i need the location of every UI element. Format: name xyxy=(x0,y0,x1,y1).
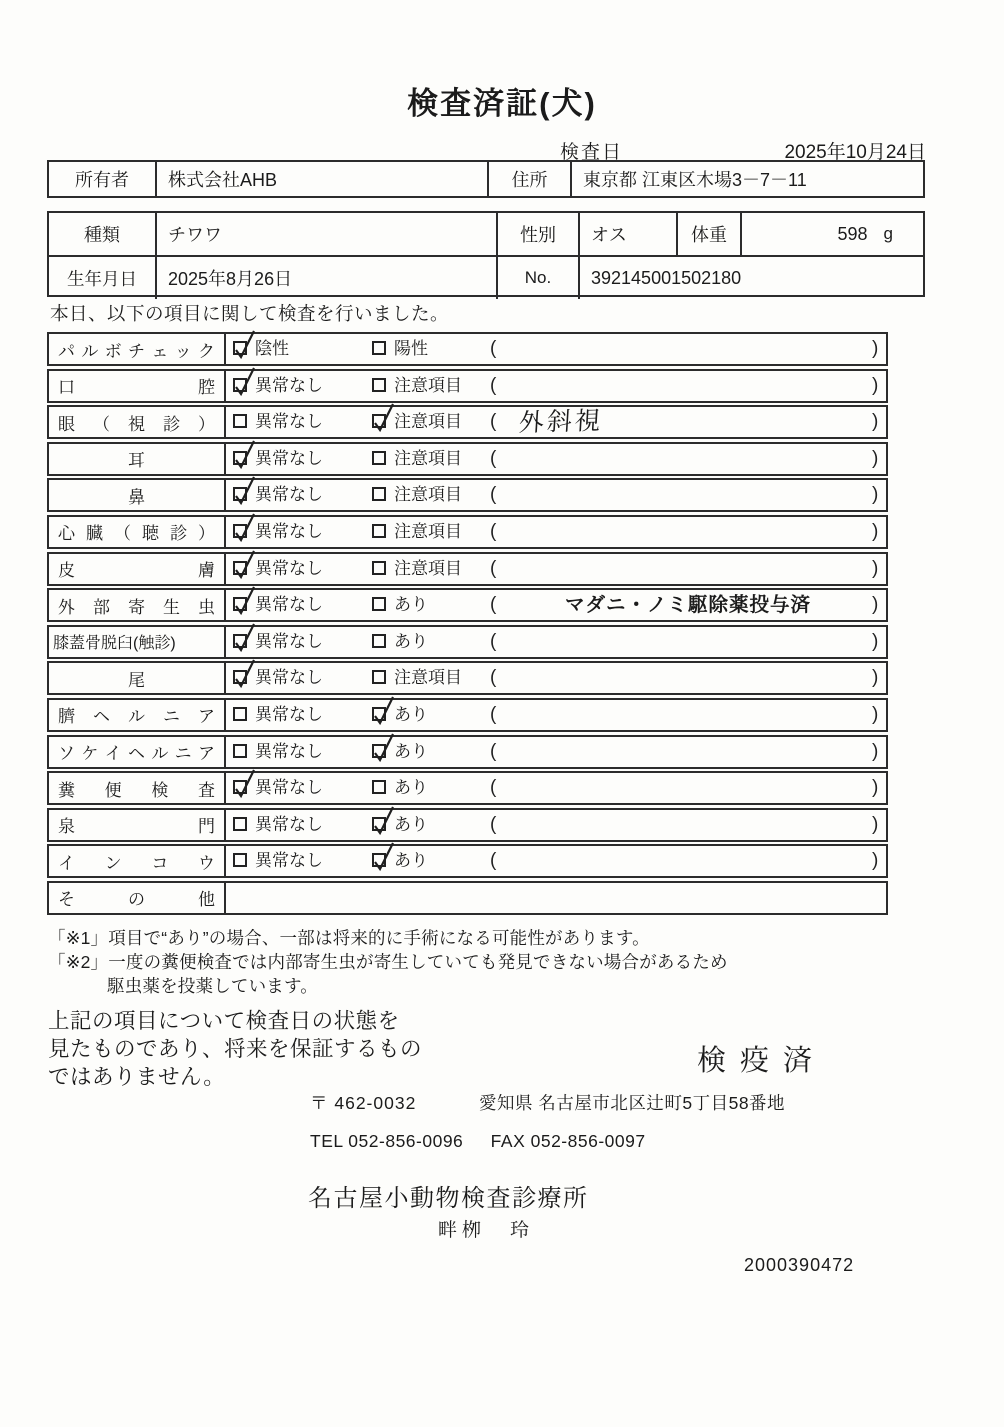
intro-sentence: 本日、以下の項目に関して検査を行いました。 xyxy=(50,303,450,324)
paren-close: ) xyxy=(872,484,879,506)
checkbox-checked-icon xyxy=(233,341,247,355)
checkbox-checked-icon xyxy=(233,670,247,684)
footnote-2: 「※2」一度の糞便検査では内部寄生虫が寄生していても発見できない場合があるため xyxy=(48,952,728,972)
exam-item-label: 鼻 xyxy=(49,480,226,510)
clinic-fax: FAX 052-856-0097 xyxy=(490,1131,646,1151)
checkbox-checked-icon xyxy=(233,780,247,794)
printed-comment: マダニ・ノミ駆除薬投与済 xyxy=(564,594,811,617)
exam-row-content xyxy=(226,810,890,840)
checkbox-empty-icon xyxy=(372,634,386,648)
paren-open: ( xyxy=(490,850,497,872)
exam-row xyxy=(47,625,888,659)
option2-label: 陽性 xyxy=(394,339,428,358)
checkbox-checked-icon xyxy=(372,707,386,721)
paren-close: ) xyxy=(872,594,879,616)
option1-label: 異常なし xyxy=(255,375,323,395)
clinic-address: 愛知県 名古屋市北区辻町5丁目58番地 xyxy=(479,1093,786,1113)
paren-open: ( xyxy=(490,374,497,396)
paren-close: ) xyxy=(872,374,879,396)
quarantine-stamp: 検疫済 xyxy=(697,1045,827,1077)
paren-open: ( xyxy=(490,557,497,579)
breed-label: 種類 xyxy=(49,213,157,255)
exam-item-label: 尾 xyxy=(49,663,226,693)
exam-item-label: 口 腔 xyxy=(49,371,226,401)
checkbox-checked-icon xyxy=(233,524,247,538)
option2-label: あり xyxy=(394,595,428,615)
paren-open: ( xyxy=(490,740,497,762)
exam-row xyxy=(47,369,888,403)
exam-row xyxy=(47,698,888,732)
disclaimer-line-3: ではありません。 xyxy=(48,1065,226,1089)
paren-open: ( xyxy=(490,813,497,835)
no-value: 392145001502180 xyxy=(591,267,742,288)
checkbox-empty-icon xyxy=(372,524,386,538)
paren-close: ) xyxy=(872,557,879,579)
clinic-tel: TEL 052-856-0096 xyxy=(310,1131,464,1151)
option2-label: 注意項目 xyxy=(394,412,462,432)
footnote-2-continued: 駆虫薬を投薬しています。 xyxy=(107,976,318,996)
option2-label: あり xyxy=(394,631,428,651)
paren-close: ) xyxy=(872,630,879,652)
footnote-1: 「※1」項目で“あり”の場合、一部は将来的に手術になる可能性があります。 xyxy=(48,928,650,948)
exam-row xyxy=(47,442,888,476)
option1-label: 異常なし xyxy=(255,631,323,651)
option2-label: あり xyxy=(394,741,428,761)
paren-close: ) xyxy=(872,850,879,872)
checkbox-empty-icon xyxy=(233,817,247,831)
option2-label: 注意項目 xyxy=(394,485,462,505)
paren-close: ) xyxy=(872,411,879,433)
option1-label: 陰性 xyxy=(255,339,289,358)
clinic-tel-fax xyxy=(310,1131,646,1152)
handwritten-comment: 外斜視 xyxy=(518,407,604,438)
checkbox-empty-icon xyxy=(372,597,386,611)
paren-open: ( xyxy=(490,447,497,469)
exam-row-content xyxy=(226,334,890,364)
option1-label: 異常なし xyxy=(255,668,323,688)
option2-label: 注意項目 xyxy=(394,521,462,541)
exam-row xyxy=(47,661,888,695)
clinic-name: 名古屋小動物検査診療所 xyxy=(308,1185,589,1212)
paren-close: ) xyxy=(872,813,879,835)
exam-item-label: ソ ケ イ ヘ ル ニ ア xyxy=(49,737,226,767)
paren-open: ( xyxy=(490,594,497,616)
option2-label: 注意項目 xyxy=(394,448,462,468)
exam-row-content xyxy=(226,407,890,437)
exam-row-content xyxy=(226,883,890,913)
exam-row xyxy=(47,808,888,842)
option1-label: 異常なし xyxy=(255,521,323,541)
exam-row xyxy=(47,552,888,586)
option2-label: あり xyxy=(394,704,428,724)
weight-value-cell xyxy=(742,213,927,255)
paren-open: ( xyxy=(490,338,497,359)
checkbox-empty-icon xyxy=(372,378,386,392)
info-table xyxy=(47,211,925,297)
exam-row-content xyxy=(226,627,890,657)
checkbox-empty-icon xyxy=(372,561,386,575)
option2-label: あり xyxy=(394,778,428,798)
owner-label: 所有者 xyxy=(49,162,157,196)
sex-value: オス xyxy=(580,213,678,255)
checkbox-checked-icon xyxy=(372,414,386,428)
checkbox-empty-icon xyxy=(372,341,386,355)
paren-close: ) xyxy=(872,447,879,469)
weight-label: 体重 xyxy=(678,213,742,255)
veterinarian-name: 畔栁 玲 xyxy=(438,1220,535,1241)
birthdate-label: 生年月日 xyxy=(49,257,157,299)
page-title: 検査済証(犬) xyxy=(407,86,597,121)
exam-item-label: 臍 ヘ ル ニ ア xyxy=(49,700,226,730)
weight-unit: g xyxy=(883,224,893,243)
option1-label: 異常なし xyxy=(255,741,323,761)
exam-item-label: イ ン コ ウ xyxy=(49,846,226,876)
exam-table xyxy=(47,332,888,918)
option1-label: 異常なし xyxy=(255,704,323,724)
exam-row-content xyxy=(226,480,890,510)
sex-label: 性別 xyxy=(496,213,580,255)
paren-close: ) xyxy=(872,667,879,689)
option2-label: 注意項目 xyxy=(394,668,462,688)
paren-open: ( xyxy=(490,411,497,433)
exam-row-content xyxy=(226,737,890,767)
checkbox-empty-icon xyxy=(233,744,247,758)
exam-row xyxy=(47,405,888,439)
info-row-1 xyxy=(49,213,923,255)
info-row-2 xyxy=(49,255,923,299)
exam-row xyxy=(47,515,888,549)
disclaimer-line-1: 上記の項目について検査日の状態を xyxy=(48,1009,400,1033)
paren-close: ) xyxy=(872,703,879,725)
paren-close: ) xyxy=(872,338,879,359)
exam-row-content xyxy=(226,554,890,584)
option1-label: 異常なし xyxy=(255,558,323,578)
exam-row-content xyxy=(226,700,890,730)
checkbox-checked-icon xyxy=(233,634,247,648)
option1-label: 異常なし xyxy=(255,778,323,798)
checkbox-checked-icon xyxy=(372,817,386,831)
exam-item-label: そ の 他 xyxy=(49,883,226,913)
checkbox-checked-icon xyxy=(372,744,386,758)
paren-close: ) xyxy=(872,777,879,799)
owner-row xyxy=(47,160,925,198)
exam-row xyxy=(47,588,888,622)
paren-close: ) xyxy=(872,520,879,542)
option1-label: 異常なし xyxy=(255,485,323,505)
inspection-date-label: 検査日 xyxy=(560,142,624,163)
birthdate-value: 2025年8月26日 xyxy=(168,269,293,289)
option1-label: 異常なし xyxy=(255,412,323,432)
checkbox-checked-icon xyxy=(233,378,247,392)
exam-row-content xyxy=(226,444,890,474)
option1-label: 異常なし xyxy=(255,448,323,468)
checkbox-checked-icon xyxy=(233,451,247,465)
paren-open: ( xyxy=(490,520,497,542)
exam-item-label: 心 臓 （ 聴 診 ） xyxy=(49,517,226,547)
option1-label: 異常なし xyxy=(255,851,323,871)
exam-row-content xyxy=(226,590,890,620)
checkbox-empty-icon xyxy=(372,451,386,465)
inspection-date-value: 2025年10月24日 xyxy=(784,142,926,163)
exam-row-content xyxy=(226,517,890,547)
exam-item-label: 糞 便 検 査 xyxy=(49,773,226,803)
document-serial-number: 2000390472 xyxy=(744,1255,855,1275)
paren-open: ( xyxy=(490,667,497,689)
exam-item-label: 眼 （ 視 診 ） xyxy=(49,407,226,437)
exam-row xyxy=(47,332,888,366)
exam-row-content xyxy=(226,663,890,693)
clinic-postal-code: 〒 462-0032 xyxy=(310,1093,417,1113)
checkbox-checked-icon xyxy=(233,561,247,575)
exam-item-label: 皮 膚 xyxy=(49,554,226,584)
exam-row xyxy=(47,478,888,512)
exam-item-label: パ ル ボ チ ェ ッ ク xyxy=(49,334,226,364)
option2-label: あり xyxy=(394,851,428,871)
paren-open: ( xyxy=(490,484,497,506)
checkbox-empty-icon xyxy=(233,707,247,721)
checkbox-empty-icon xyxy=(372,780,386,794)
address-label: 住所 xyxy=(487,162,572,196)
checkbox-checked-icon xyxy=(233,597,247,611)
paren-close: ) xyxy=(872,740,879,762)
exam-item-label: 耳 xyxy=(49,444,226,474)
exam-item-label: 膝蓋骨脱臼(触診) xyxy=(49,627,226,657)
paren-open: ( xyxy=(490,630,497,652)
option1-label: 異常なし xyxy=(255,595,323,615)
breed-value: チワワ xyxy=(168,225,222,245)
option2-label: あり xyxy=(394,814,428,834)
disclaimer-line-2: 見たものであり、将来を保証するもの xyxy=(48,1037,423,1061)
no-label: No. xyxy=(496,257,580,299)
exam-item-label: 泉 門 xyxy=(49,810,226,840)
exam-row xyxy=(47,735,888,769)
checkbox-empty-icon xyxy=(372,670,386,684)
exam-row-content xyxy=(226,773,890,803)
checkbox-checked-icon xyxy=(372,853,386,867)
option1-label: 異常なし xyxy=(255,814,323,834)
weight-value: 598 xyxy=(837,223,868,244)
exam-row xyxy=(47,771,888,805)
checkbox-empty-icon xyxy=(233,414,247,428)
exam-item-label: 外 部 寄 生 虫 xyxy=(49,590,226,620)
exam-row-content xyxy=(226,371,890,401)
exam-row-content xyxy=(226,846,890,876)
paren-open: ( xyxy=(490,777,497,799)
checkbox-empty-icon xyxy=(233,853,247,867)
option2-label: 注意項目 xyxy=(394,375,462,395)
option2-label: 注意項目 xyxy=(394,558,462,578)
address-value: 東京都 江東区木場3－7－11 xyxy=(583,170,807,190)
checkbox-empty-icon xyxy=(372,487,386,501)
owner-value: 株式会社AHB xyxy=(168,170,278,190)
paren-open: ( xyxy=(490,703,497,725)
exam-row xyxy=(47,881,888,915)
exam-row xyxy=(47,844,888,878)
checkbox-checked-icon xyxy=(233,487,247,501)
